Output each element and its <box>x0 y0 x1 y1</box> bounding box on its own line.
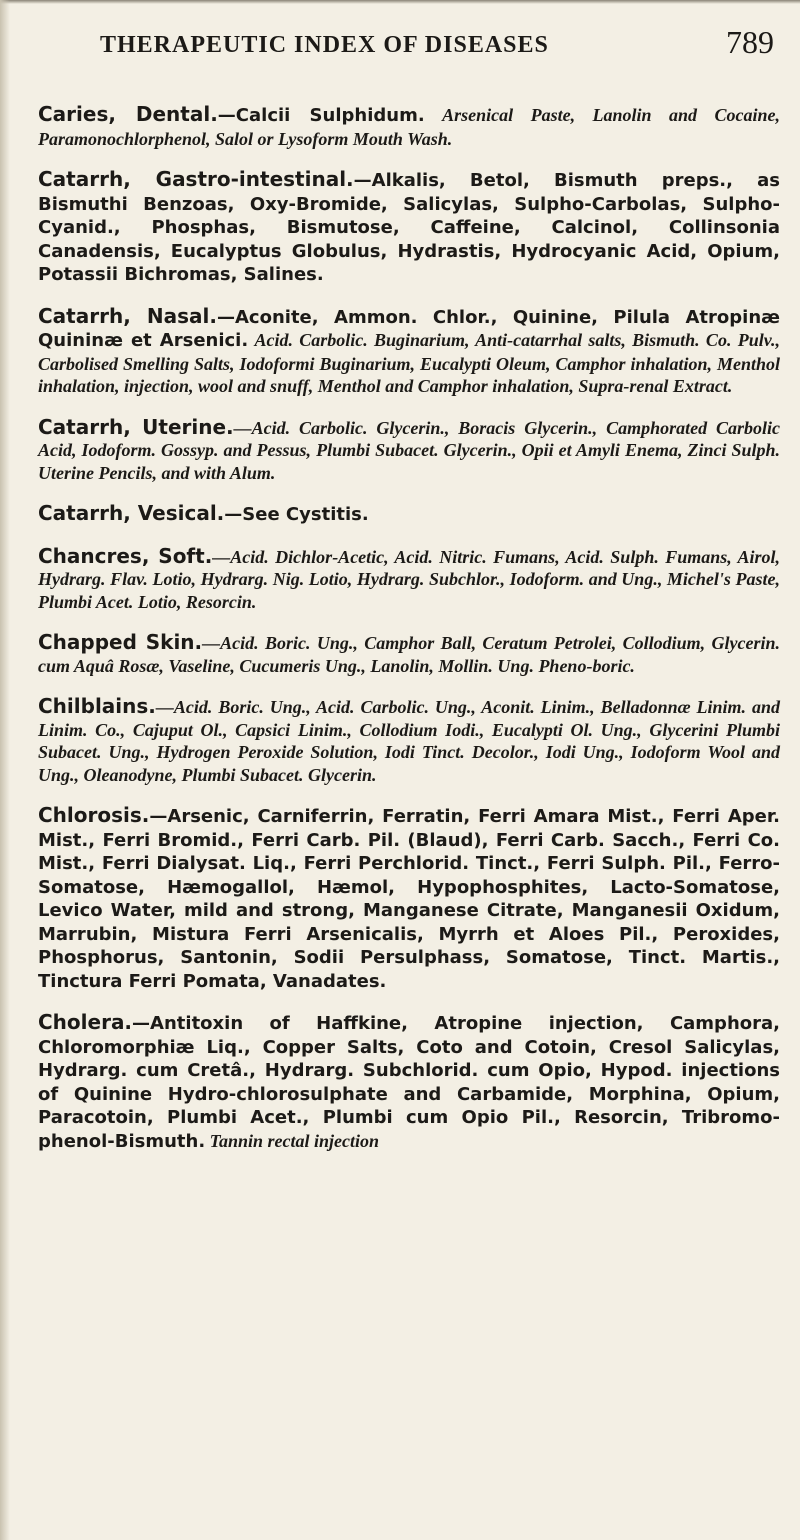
entry-title: Chlorosis. <box>38 803 150 827</box>
entry-title: Catarrh, Gastro-intestinal. <box>38 167 354 191</box>
entry-title: Chancres, Soft. <box>38 543 213 568</box>
index-entries <box>38 85 780 1163</box>
binding-shadow <box>0 0 10 1540</box>
entry-catarrh-vesical <box>38 502 780 527</box>
page-top-rule <box>0 0 800 4</box>
entry-caries-dental <box>38 103 780 150</box>
entry-italic-remedies: —Acid. Boric. Ung., Camphor Ball, Ceratum Petrolei, Collodium, Glycerin. cum Aquâ Rosæ, Vaseline, Cucumeris Ung., Lanolin, Mollin. Ung. Pheno-boric. <box>38 633 780 676</box>
entry-title: Catarrh, Nasal. <box>38 303 217 328</box>
entry-title: Caries, Dental. <box>38 102 218 126</box>
entry-lead: —Arsenic, Carniferrin, Ferratin, Ferri Amara Mist., Ferri Aper. Mist., Ferri Bromid., Ferri Carb. Pil. (Blaud), Ferri Carb. Sacch., Ferri Co. Mist., Ferri Dialysat. Liq., Ferri Perchlorid. Tinct., Ferri Sulph. Pil., Ferro-Somatose, Hæmogallol, Hæmol, Hypophosphites, Lacto-Somatose, Levico Water, mild and strong, Manganese Citrate, Manganesii Oxidum, Marrubin, Mistura Ferri Arsenicalis, Myrrh et Aloes Pil., Peroxides, Phosphorus, Santonin, Sodii Persulphass, Somatose, Tinct. Martis., Tinctura Ferri Pomata, Vanadates. <box>38 806 780 992</box>
page-number: 789 <box>726 24 774 60</box>
entry-lead: —Aconite, Ammon. Chlor., Quinine, Pilula Atropinæ Quininæ et Arsenici. <box>38 306 781 351</box>
entry-lead: —Antitoxin of Haffkine, Atropine injection, Camphora, Chloromorphiæ Liq., Copper Salts, Coto and Cotoin, Cresol Salicylas, Hydrarg. cum Cretâ., Hydrarg. Subchlorid. cum Opio, Hypod. injections of Quinine Hydro-chlorosulphate and Carbamide, Morphina, Opium, Paracotoin, Plumbi Acet., Plumbi cum Opio Pil., Resorcin, Tribromo-phenol-Bismuth. <box>38 1013 780 1152</box>
entry-chlorosis <box>38 804 780 993</box>
entry-italic-remedies: —Acid. Boric. Ung., Acid. Carbolic. Ung., Aconit. Linim., Belladonnæ Linim. and Linim. Co., Cajuput Ol., Capsici Linim., Collodium Iodi., Eucalypti Ol. Ung., Glycerini Plumbi Subacet. Ung., Hydrogen Peroxide Solution, Iodi Tinct. Decolor., Iodi Ung., Iodoform Wool and Ung., Oleanodyne, Plumbi Subacet. Glycerin. <box>38 697 780 785</box>
entry-lead: —See Cystitis. <box>224 504 369 525</box>
entry-chilblains <box>38 695 780 786</box>
running-head: THERAPEUTIC INDEX OF DISEASES <box>100 32 549 58</box>
entry-title: Chapped Skin. <box>38 630 203 654</box>
entry-italic-remedies: —Acid. Dichlor-Acetic, Acid. Nitric. Fumans, Acid. Sulph. Fumans, Airol, Hydrarg. Flav. Lotio, Hydrarg. Nig. Lotio, Hydrarg. Subchlor., Iodoform. and Ung., Michel's Paste, Plumbi Acet. Lotio, Resorcin. <box>38 546 780 612</box>
entry-lead: —Calcii Sulphidum. <box>217 105 425 126</box>
entry-title: Cholera. <box>38 1010 133 1034</box>
entry-title: Catarrh, Vesical. <box>38 501 225 525</box>
entry-chapped-skin <box>38 631 780 677</box>
entry-title: Chilblains. <box>38 694 156 718</box>
entry-catarrh-uterine <box>38 416 780 485</box>
entry-italic-remedies: Tannin rectal injection <box>209 1130 380 1151</box>
entry-catarrh-gastro-intestinal <box>38 168 780 287</box>
entry-catarrh-nasal <box>38 305 780 398</box>
entry-italic-remedies: Acid. Carbolic. Buginarium, Anti-catarrhal salts, Bismuth. Co. Pulv., Carbolised Smelling Salts, Iodoformi Buginarium, Eucalypti Oleum, Camphor inhalation, Menthol inhalation, injection, wool and snuff, Menthol and Camphor inhalation, Supra-renal Extract. <box>38 330 781 396</box>
entry-chancres-soft <box>38 545 780 614</box>
entry-italic-remedies: —Acid. Carbolic. Glycerin., Boracis Glycerin., Camphorated Carbolic Acid, Iodoform. Gossyp. and Pessus, Plumbi Subacet. Glycerin., Opii et Amyli Enema, Zinci Sulph. Uterine Pencils, and with Alum. <box>38 417 780 483</box>
entry-cholera <box>38 1011 780 1153</box>
entry-title: Catarrh, Uterine. <box>38 414 234 439</box>
page-header <box>0 22 800 72</box>
entry-italic-remedies: Arsenical Paste, Lanolin and Cocaine, Paramonochlorphenol, Salol or Lysoform Mouth Wash. <box>38 105 780 149</box>
entry-lead: —Alkalis, Betol, Bismuth preps., as Bismuthi Benzoas, Oxy-Bromide, Salicylas, Sulpho-Carbolas, Sulpho-Cyanid., Phosphas, Bismutose, Caffeine, Calcinol, Collinsonia Canadensis, Eucalyptus Globulus, Hydrastis, Hydrocyanic Acid, Opium, Potassii Bichromas, Salines. <box>38 170 780 285</box>
